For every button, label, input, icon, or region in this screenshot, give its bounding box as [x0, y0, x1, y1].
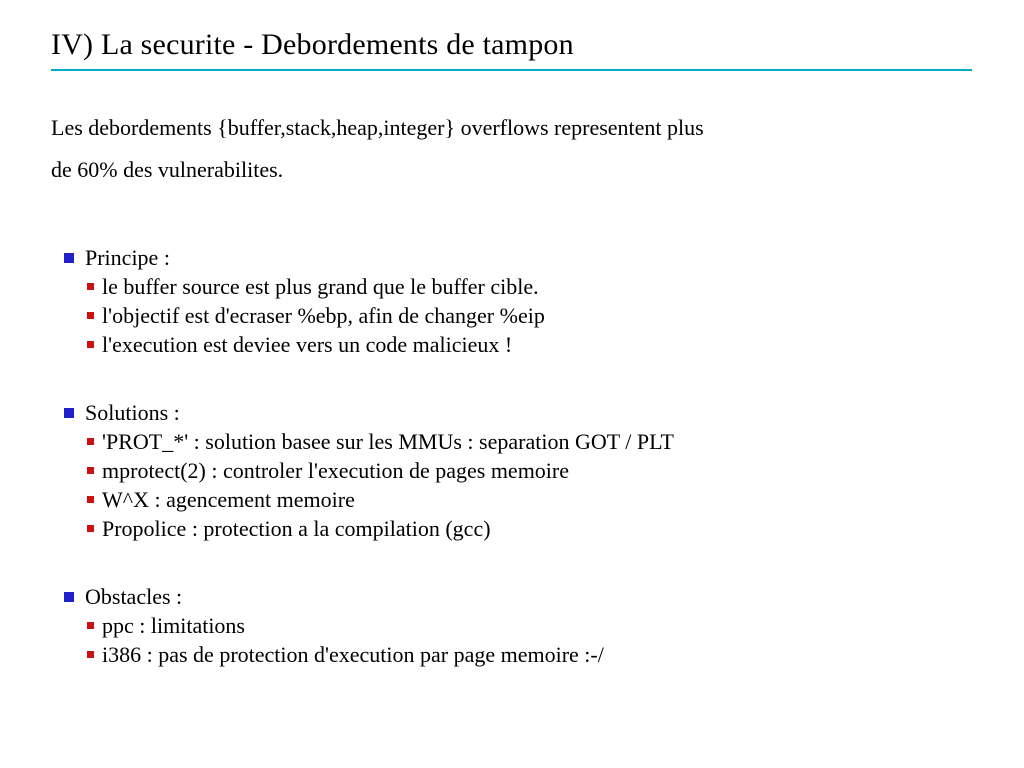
square-subbullet-icon: [87, 622, 94, 629]
list-item-text: le buffer source est plus grand que le buffer cible.: [102, 274, 539, 299]
list-item-text: ppc : limitations: [102, 613, 245, 638]
square-subbullet-icon: [87, 496, 94, 503]
list-item-text: i386 : pas de protection d'execution par page memoire :-/: [102, 642, 604, 667]
list-item-text: mprotect(2) : controler l'execution de pages memoire: [102, 458, 570, 483]
section-title: Principe :: [85, 245, 170, 270]
list-item-text: l'execution est deviee vers un code malicieux !: [102, 332, 513, 357]
list-item: [87, 301, 1024, 330]
section-heading: [64, 582, 1024, 611]
section-heading: [64, 398, 1024, 427]
square-bullet-icon: [64, 592, 74, 602]
section-obstacles: [64, 582, 1024, 669]
list-item: [87, 611, 1024, 640]
square-subbullet-icon: [87, 467, 94, 474]
list-item: [87, 456, 1024, 485]
list-item-text: Propolice : protection a la compilation (gcc): [102, 516, 491, 541]
list-item-text: W^X : agencement memoire: [102, 487, 355, 512]
section-title: Obstacles :: [85, 584, 183, 609]
section-principe: [64, 243, 1024, 359]
list-item: [87, 272, 1024, 301]
square-bullet-icon: [64, 408, 74, 418]
square-subbullet-icon: [87, 283, 94, 290]
square-bullet-icon: [64, 253, 74, 263]
square-subbullet-icon: [87, 525, 94, 532]
page-title: IV) La securite - Debordements de tampon: [51, 28, 574, 61]
intro-paragraph: [51, 107, 973, 191]
title-underline: [51, 69, 972, 71]
square-subbullet-icon: [87, 438, 94, 445]
section-title: Solutions :: [85, 400, 180, 425]
list-item: [87, 485, 1024, 514]
list-item-text: l'objectif est d'ecraser %ebp, afin de changer %eip: [102, 303, 545, 328]
bullet-content: [64, 243, 1024, 669]
square-subbullet-icon: [87, 312, 94, 319]
intro-line: de 60% des vulnerabilites.: [51, 157, 284, 182]
section-solutions: [64, 398, 1024, 543]
square-subbullet-icon: [87, 341, 94, 348]
list-item: [87, 640, 1024, 669]
list-item: [87, 514, 1024, 543]
list-item: [87, 427, 1024, 456]
section-heading: [64, 243, 1024, 272]
intro-line: Les debordements {buffer,stack,heap,integer} overflows representent plus: [51, 115, 704, 140]
list-item-text: 'PROT_*' : solution basee sur les MMUs : separation GOT / PLT: [102, 429, 674, 454]
list-item: [87, 330, 1024, 359]
square-subbullet-icon: [87, 651, 94, 658]
